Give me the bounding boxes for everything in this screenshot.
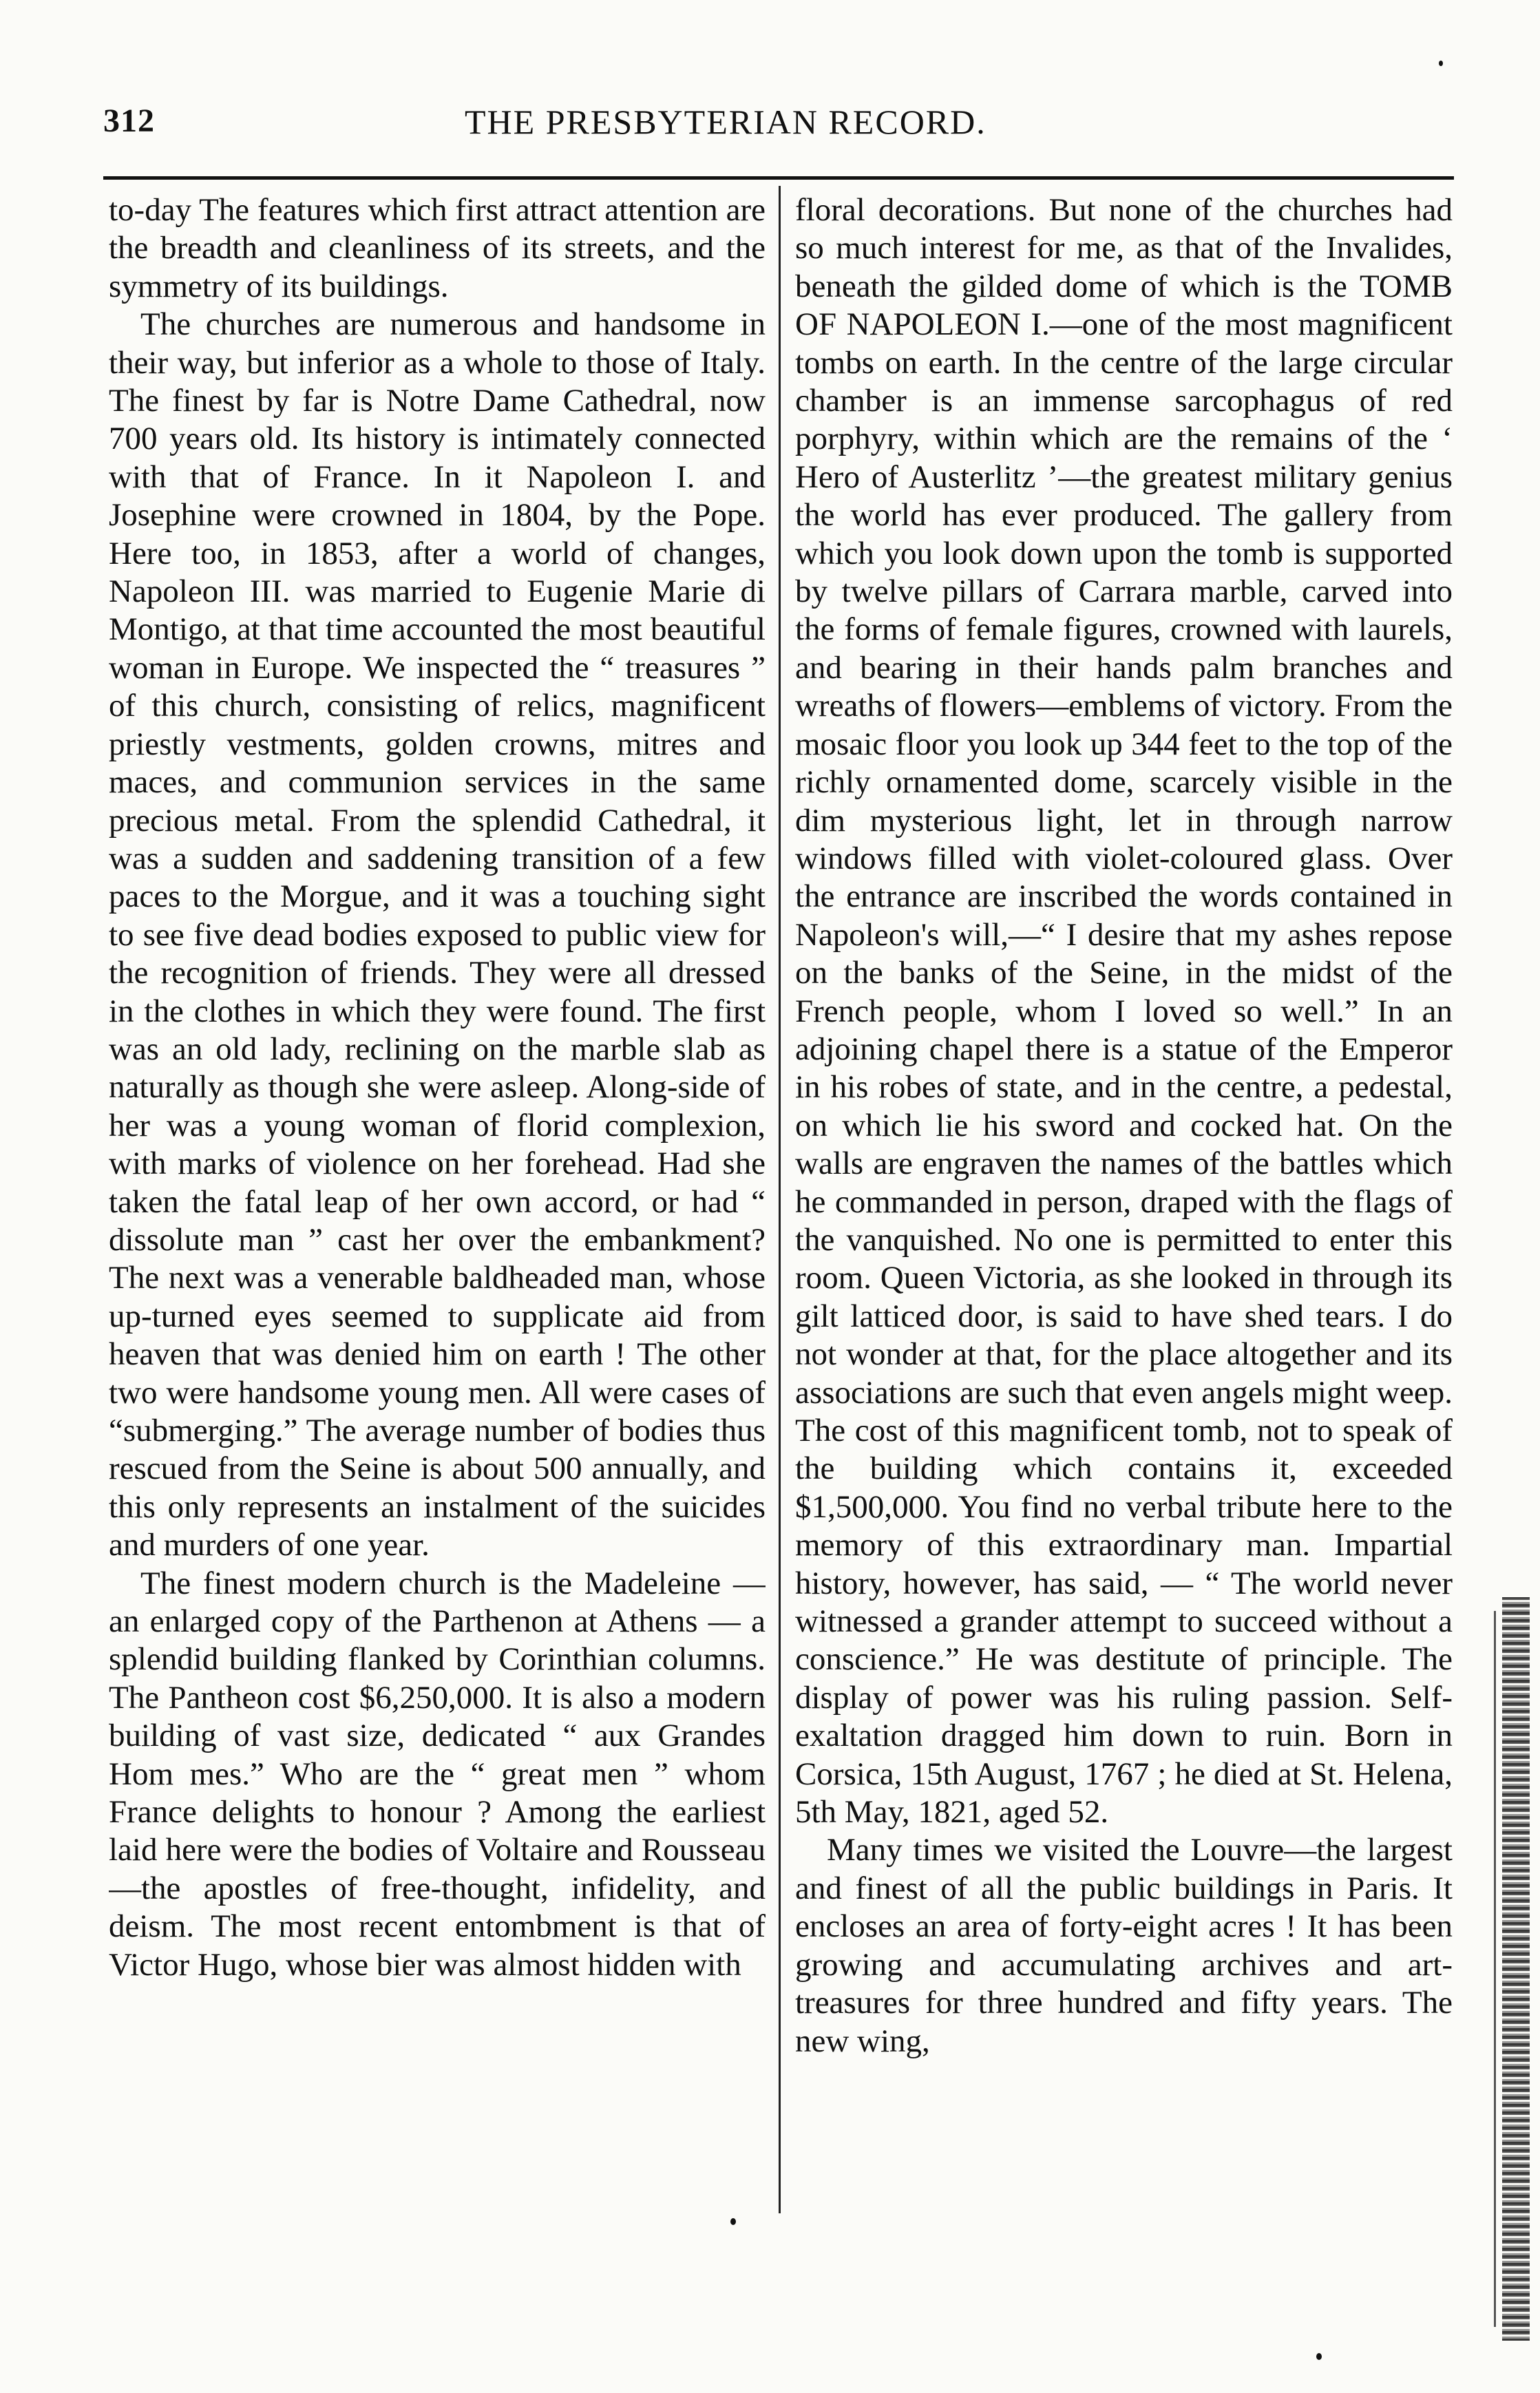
paragraph: floral decorations. But none of the churches had so much interest for me, as that of the Invalides, beneath the gilded dome of which is the TOMB OF NAPOLEON I.—one of the most magnificent tombs on earth. In the centre of the large circular chamber is an immense sarcophagus of red porphyry, within which are the remains of the ‘ Hero of Austerlitz ’—the greatest military genius the world has ever produced. The gallery from which you look down upon the tomb is supported by twelve pillars of Carrara marble, carved into the forms of female figures, crowned with laurels, and bearing in their hands palm branches and wreaths of flowers—emblems of victory. From the mosaic floor you look up 344 feet to the top of the richly ornamented dome, scarcely visible in the dim mysterious light, let in through narrow windows filled with violet-coloured glass. Over the entrance are inscribed the words contained in Napoleon's will,—“ I desire that my ashes repose on the banks of the Seine, in the midst of the French people, whom I loved so well.” In an adjoining chapel there is a statue of the Emperor in his robes of state, and in the centre, a pedestal, on which lie his sword and cocked hat. On the walls are engraven the names of the battles which he commanded in person, draped with the flags of the vanquished. No one is permitted to enter this room. Queen Victoria, as she looked in through its gilt latticed door, is said to have shed tears. I do not wonder at that, for the place altogether and its associations are such that even angels might weep. The cost of this magnificent tomb, not to speak of the building which contains it, exceeded $1,500,000. You find no verbal tribute here to the memory of this extraordinary man. Impartial history, however, has said, — “ The world never witnessed a grander attempt to succeed without a conscience.” He was destitute of principle. The display of power was his ruling passion. Self-exaltation dragged him down to ruin. Born in Corsica, 15th August, 1767 ; he died at St. Helena, 5th May, 1821, aged 52. (795, 192, 1453, 1831)
left-column (109, 191, 766, 2208)
header-rule (103, 176, 1454, 180)
paragraph: The finest modern church is the Madeleine —an enlarged copy of the Parthenon at Athens — a splendid building flanked by Corinthian columns. The Pantheon cost $6,250,000. It is also a modern building of vast size, dedicated “ aux Grandes Hom mes.” Who are the “ great men ” whom France delights to honour ? Among the earliest laid here were the bodies of Voltaire and Rousseau —the apostles of free-thought, infidelity, and deism. The most recent entombment is that of Victor Hugo, whose bier was almost hidden with (109, 1565, 766, 1983)
paragraph: The churches are numerous and handsome in their way, but inferior as a whole to those of Italy. The finest by far is Notre Dame Cathedral, now 700 years old. Its history is intimately connected with that of France. In it Napoleon I. and Josephine were crowned in 1804, by the Pope. Here too, in 1853, after a world of changes, Napoleon III. was married to Eugenie Marie di Montigo, at that time accounted the most beautiful woman in Europe. We inspected the “ treasures ” of this church, consisting of relics, magnificent priestly vestments, golden crowns, mitres and maces, and communion services in the same precious metal. From the splendid Cathedral, it was a sudden and saddening transition of a few paces to the Morgue, and it was a touching sight to see five dead bodies exposed to public view for the recognition of friends. They were all dressed in the clothes in which they were found. The first was an old lady, reclining on the marble slab as naturally as though she were asleep. Along-side of her was a young woman of florid complexion, with marks of violence on her forehead. Had she taken the fatal leap of her own accord, or had “ dissolute man ” cast her over the embankment? The next was a venerable baldheaded man, whose up-turned eyes seemed to supplicate aid from heaven that was denied him on earth ! The other two were handsome young men. All were cases of “submerging.” The average number of bodies thus rescued from the Seine is about 500 annually, and this only represents an instalment of the suicides and murders of one year. (109, 306, 766, 1563)
right-column (795, 191, 1453, 2208)
page-header (103, 102, 1453, 157)
ink-speck (730, 2218, 736, 2225)
page-number: 312 (103, 103, 155, 139)
ink-speck (1316, 2353, 1322, 2360)
scan-edge-artifact (1502, 1597, 1530, 2341)
scan-edge-line (1494, 1611, 1496, 2327)
paragraph: Many times we visited the Louvre—the largest and finest of all the public buildings in Paris. It encloses an area of forty-eight acres ! It has been growing and accumulating archives and art-treasures for three hundred and fifty years. The new wing, (795, 1832, 1453, 2059)
ink-speck (1439, 61, 1443, 66)
column-divider (779, 186, 781, 2213)
paragraph: to-day The features which first attract attention are the breadth and cleanliness of its streets, and the symmetry of its buildings. (109, 192, 766, 304)
running-title: THE PRESBYTERIAN RECORD. (465, 103, 987, 141)
